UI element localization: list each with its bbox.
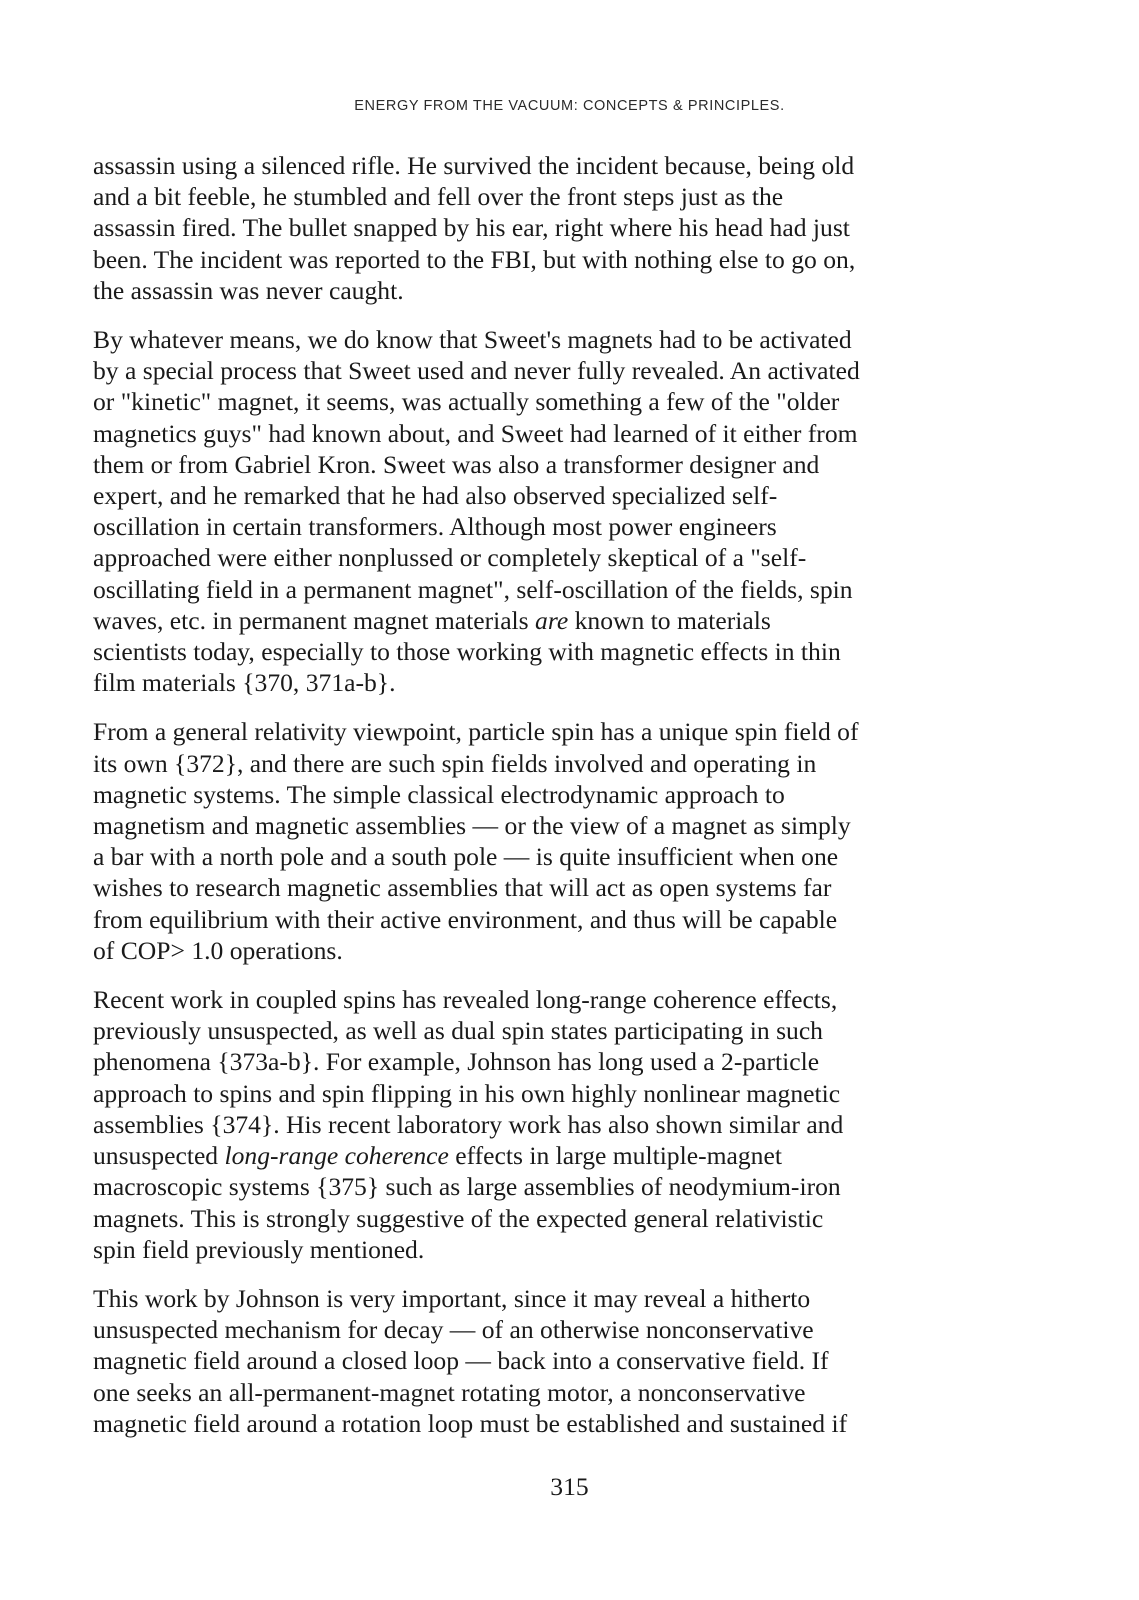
paragraph bbox=[93, 1283, 973, 1439]
text-segment: approached were either nonplussed or completely skeptical of a "self- bbox=[93, 543, 807, 573]
text-line bbox=[93, 150, 973, 181]
text-line bbox=[93, 418, 973, 449]
text-line bbox=[93, 1171, 973, 1202]
text-segment: them or from Gabriel Kron. Sweet was also a transformer designer and bbox=[93, 449, 820, 479]
paragraph bbox=[93, 324, 973, 698]
paragraph bbox=[93, 716, 973, 966]
text-line bbox=[93, 244, 973, 275]
text-segment: a bar with a north pole and a south pole — is quite insufficient when one bbox=[93, 842, 839, 872]
text-line bbox=[93, 935, 973, 966]
text-segment: This work by Johnson is very important, since it may reveal a hitherto bbox=[93, 1283, 811, 1313]
text-segment: magnetic field around a closed loop — back into a conservative field. If bbox=[93, 1346, 829, 1376]
text-line bbox=[93, 636, 973, 667]
text-line bbox=[93, 1109, 973, 1140]
text-line bbox=[93, 181, 973, 212]
text-line bbox=[93, 480, 973, 511]
text-line bbox=[93, 275, 973, 306]
text-line bbox=[93, 386, 973, 417]
text-line bbox=[93, 716, 973, 747]
text-segment: magnetic field around a rotation loop must be established and sustained if bbox=[93, 1408, 848, 1438]
text-segment: phenomena {373a-b}. For example, Johnson has long used a 2-particle bbox=[93, 1047, 820, 1077]
text-line bbox=[93, 1408, 973, 1439]
text-line bbox=[93, 1283, 973, 1314]
paragraph bbox=[93, 150, 973, 306]
text-line bbox=[93, 1140, 973, 1171]
text-segment: scientists today, especially to those working with magnetic effects in thin bbox=[93, 637, 841, 667]
text-line bbox=[93, 542, 973, 573]
text-line bbox=[93, 1078, 973, 1109]
text-segment: known to materials bbox=[568, 605, 771, 635]
text-segment: and a bit feeble, he stumbled and fell over the front steps just as the bbox=[93, 182, 784, 212]
text-line bbox=[93, 1203, 973, 1234]
paragraph bbox=[93, 984, 973, 1265]
text-line bbox=[93, 1234, 973, 1265]
text-segment: magnetic systems. The simple classical electrodynamic approach to bbox=[93, 779, 785, 809]
text-segment: assemblies {374}. His recent laboratory work has also shown similar and bbox=[93, 1109, 844, 1139]
text-line bbox=[93, 605, 973, 636]
text-segment: Recent work in coupled spins has revealed long-range coherence effects, bbox=[93, 985, 838, 1015]
text-segment: magnets. This is strongly suggestive of the expected general relativistic bbox=[93, 1203, 824, 1233]
text-segment: From a general relativity viewpoint, particle spin has a unique spin field of bbox=[93, 717, 859, 747]
text-segment: approach to spins and spin flipping in his own highly nonlinear magnetic bbox=[93, 1078, 841, 1108]
text-line bbox=[93, 1046, 973, 1077]
text-segment: of COP> 1.0 operations. bbox=[93, 935, 343, 965]
text-line bbox=[93, 511, 973, 542]
text-segment: By whatever means, we do know that Sweet's magnets had to be activated bbox=[93, 325, 852, 355]
text-line bbox=[93, 449, 973, 480]
text-segment: assassin using a silenced rifle. He survived the incident because, being old bbox=[93, 151, 855, 180]
text-segment: magnetics guys" had known about, and Sweet had learned of it either from bbox=[93, 418, 858, 448]
text-line bbox=[93, 1377, 973, 1408]
text-line bbox=[93, 1345, 973, 1376]
text-segment: unsuspected bbox=[93, 1141, 225, 1171]
page-number: 315 bbox=[550, 1472, 589, 1501]
text-line bbox=[93, 779, 973, 810]
text-line bbox=[93, 904, 973, 935]
text-segment: effects in large multiple-magnet bbox=[448, 1141, 782, 1171]
text-segment: unsuspected mechanism for decay — of an otherwise nonconservative bbox=[93, 1315, 814, 1345]
text-segment: from equilibrium with their active environment, and thus will be capable bbox=[93, 904, 838, 934]
text-line bbox=[93, 810, 973, 841]
text-segment: oscillating field in a permanent magnet", self-oscillation of the fields, spin bbox=[93, 574, 853, 604]
text-line bbox=[93, 667, 973, 698]
text-line bbox=[93, 1314, 973, 1345]
text-segment: expert, and he remarked that he had also observed specialized self- bbox=[93, 481, 778, 511]
text-segment: wishes to research magnetic assemblies that will act as open systems far bbox=[93, 873, 832, 903]
text-segment: its own {372}, and there are such spin fields involved and operating in bbox=[93, 748, 817, 778]
text-segment: waves, etc. in permanent magnet materials bbox=[93, 605, 536, 635]
text-segment: oscillation in certain transformers. Although most power engineers bbox=[93, 512, 777, 542]
text-segment: by a special process that Sweet used and never fully revealed. An activated bbox=[93, 356, 860, 386]
text-line bbox=[93, 324, 973, 355]
text-line bbox=[93, 212, 973, 243]
text-line bbox=[93, 748, 973, 779]
text-segment: or "kinetic" magnet, it seems, was actually something a few of the "older bbox=[93, 387, 840, 417]
italic-text: are bbox=[535, 605, 569, 635]
text-segment: macroscopic systems {375} such as large assemblies of neodymium-iron bbox=[93, 1172, 841, 1202]
running-header: ENERGY FROM THE VACUUM: CONCEPTS & PRINCIPLES. bbox=[354, 98, 785, 114]
text-line bbox=[93, 574, 973, 605]
text-line bbox=[93, 1015, 973, 1046]
text-segment: previously unsuspected, as well as dual spin states participating in such bbox=[93, 1016, 823, 1046]
italic-text: long-range coherence bbox=[224, 1141, 449, 1171]
body-text bbox=[93, 150, 973, 1457]
text-segment: spin field previously mentioned. bbox=[93, 1234, 425, 1264]
text-segment: the assassin was never caught. bbox=[93, 275, 404, 305]
text-segment: been. The incident was reported to the FBI, but with nothing else to go on, bbox=[93, 244, 856, 274]
text-line bbox=[93, 355, 973, 386]
text-segment: film materials {370, 371a-b}. bbox=[93, 668, 396, 698]
text-segment: assassin fired. The bullet snapped by his ear, right where his head had just bbox=[93, 213, 850, 243]
text-segment: magnetism and magnetic assemblies — or the view of a magnet as simply bbox=[93, 811, 851, 841]
text-line bbox=[93, 872, 973, 903]
text-line bbox=[93, 984, 973, 1015]
text-segment: one seeks an all-permanent-magnet rotating motor, a nonconservative bbox=[93, 1377, 806, 1407]
text-line bbox=[93, 841, 973, 872]
